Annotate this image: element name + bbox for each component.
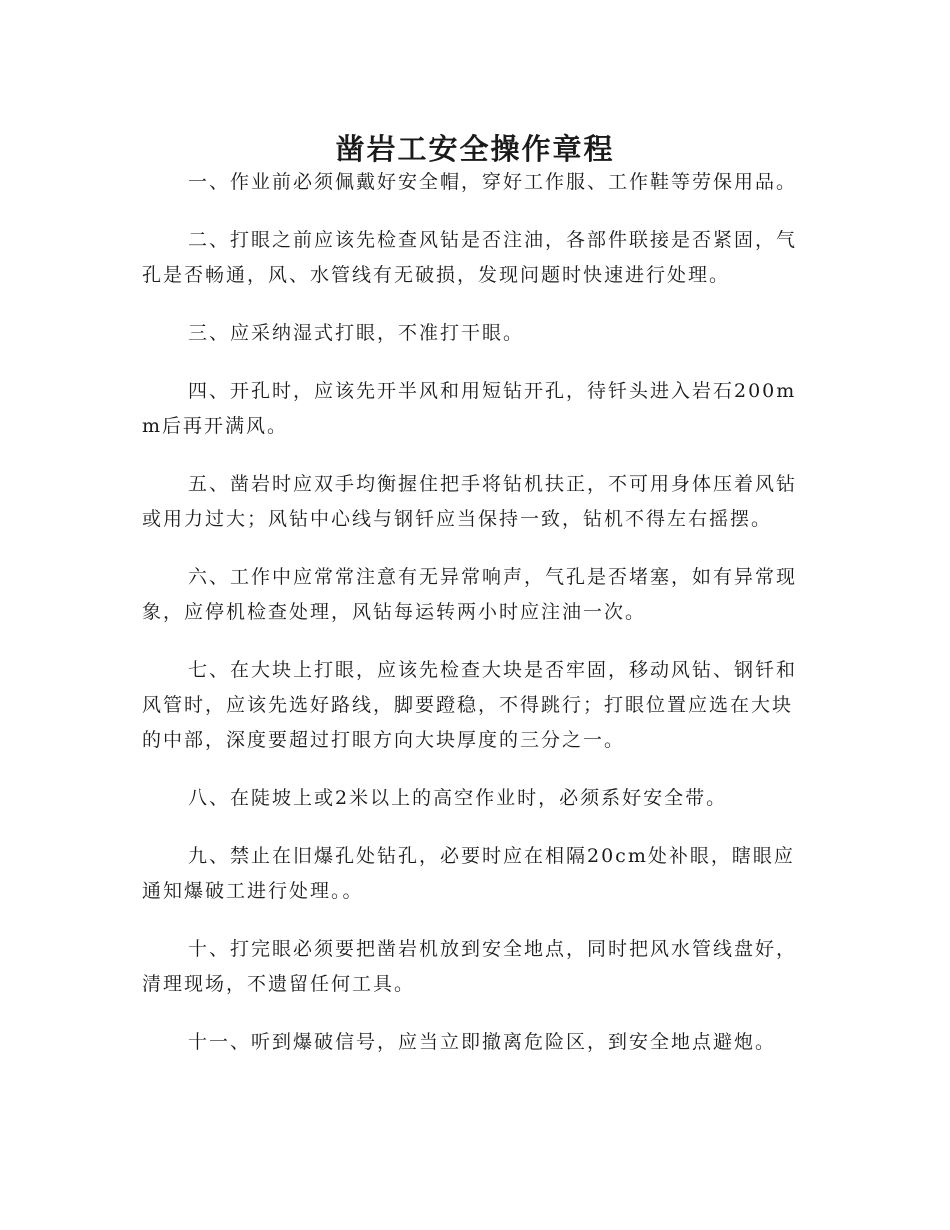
paragraph-3: 三、应采纳湿式打眼，不准打干眼。 [188,322,525,344]
paragraph-9: 九、禁止在旧爆孔处钻孔，必要时应在相隔20cm处补眼，瞎眼应通知爆破工进行处理。。 [142,845,795,902]
document-title: 凿岩工安全操作章程 [335,132,615,167]
paragraph-8: 八、在陡坡上或2米以上的高空作业时，必须系好安全带。 [188,787,728,809]
paragraph-6: 六、工作中应常常注意有无异常响声，气孔是否堵塞，如有异常现象，应停机检查处理，风钻每运转两小时应注油一次。 [142,566,798,623]
document-body [142,165,807,1083]
paragraph-7: 七、在大块上打眼，应该先检查大块是否牢固，移动风钻、钢钎和风管时，应该先选好路线，脚要蹬稳，不得跳行；打眼位置应选在大块的中部，深度要超过打眼方向大块厚度的三分之一。 [142,659,798,751]
paragraph-1: 一、作业前必须佩戴好安全帽，穿好工作服、工作鞋等劳保用品。 [188,171,798,193]
paragraph-5: 五、凿岩时应双手均衡握住把手将钻机扶正，不可用身体压着风钻或用力过大；风钻中心线与钢钎应当保持一致，钻机不得左右摇摆。 [142,473,798,530]
paragraph-11: 十一、听到爆破信号，应当立即撤离危险区，到安全地点避炮。 [188,1031,777,1053]
paragraph-4: 四、开孔时，应该先开半风和用短钻开孔，待钎头进入岩石200mm后再开满风。 [142,380,797,437]
paragraph-10: 十、打完眼必须要把凿岩机放到安全地点，同时把风水管线盘好，清理现场，不遗留任何工具。 [142,938,798,995]
paragraph-2: 二、打眼之前应该先检查风钻是否注油，各部件联接是否紧固，气孔是否畅通，风、水管线有无破损，发现问题时快速进行处理。 [142,229,798,286]
